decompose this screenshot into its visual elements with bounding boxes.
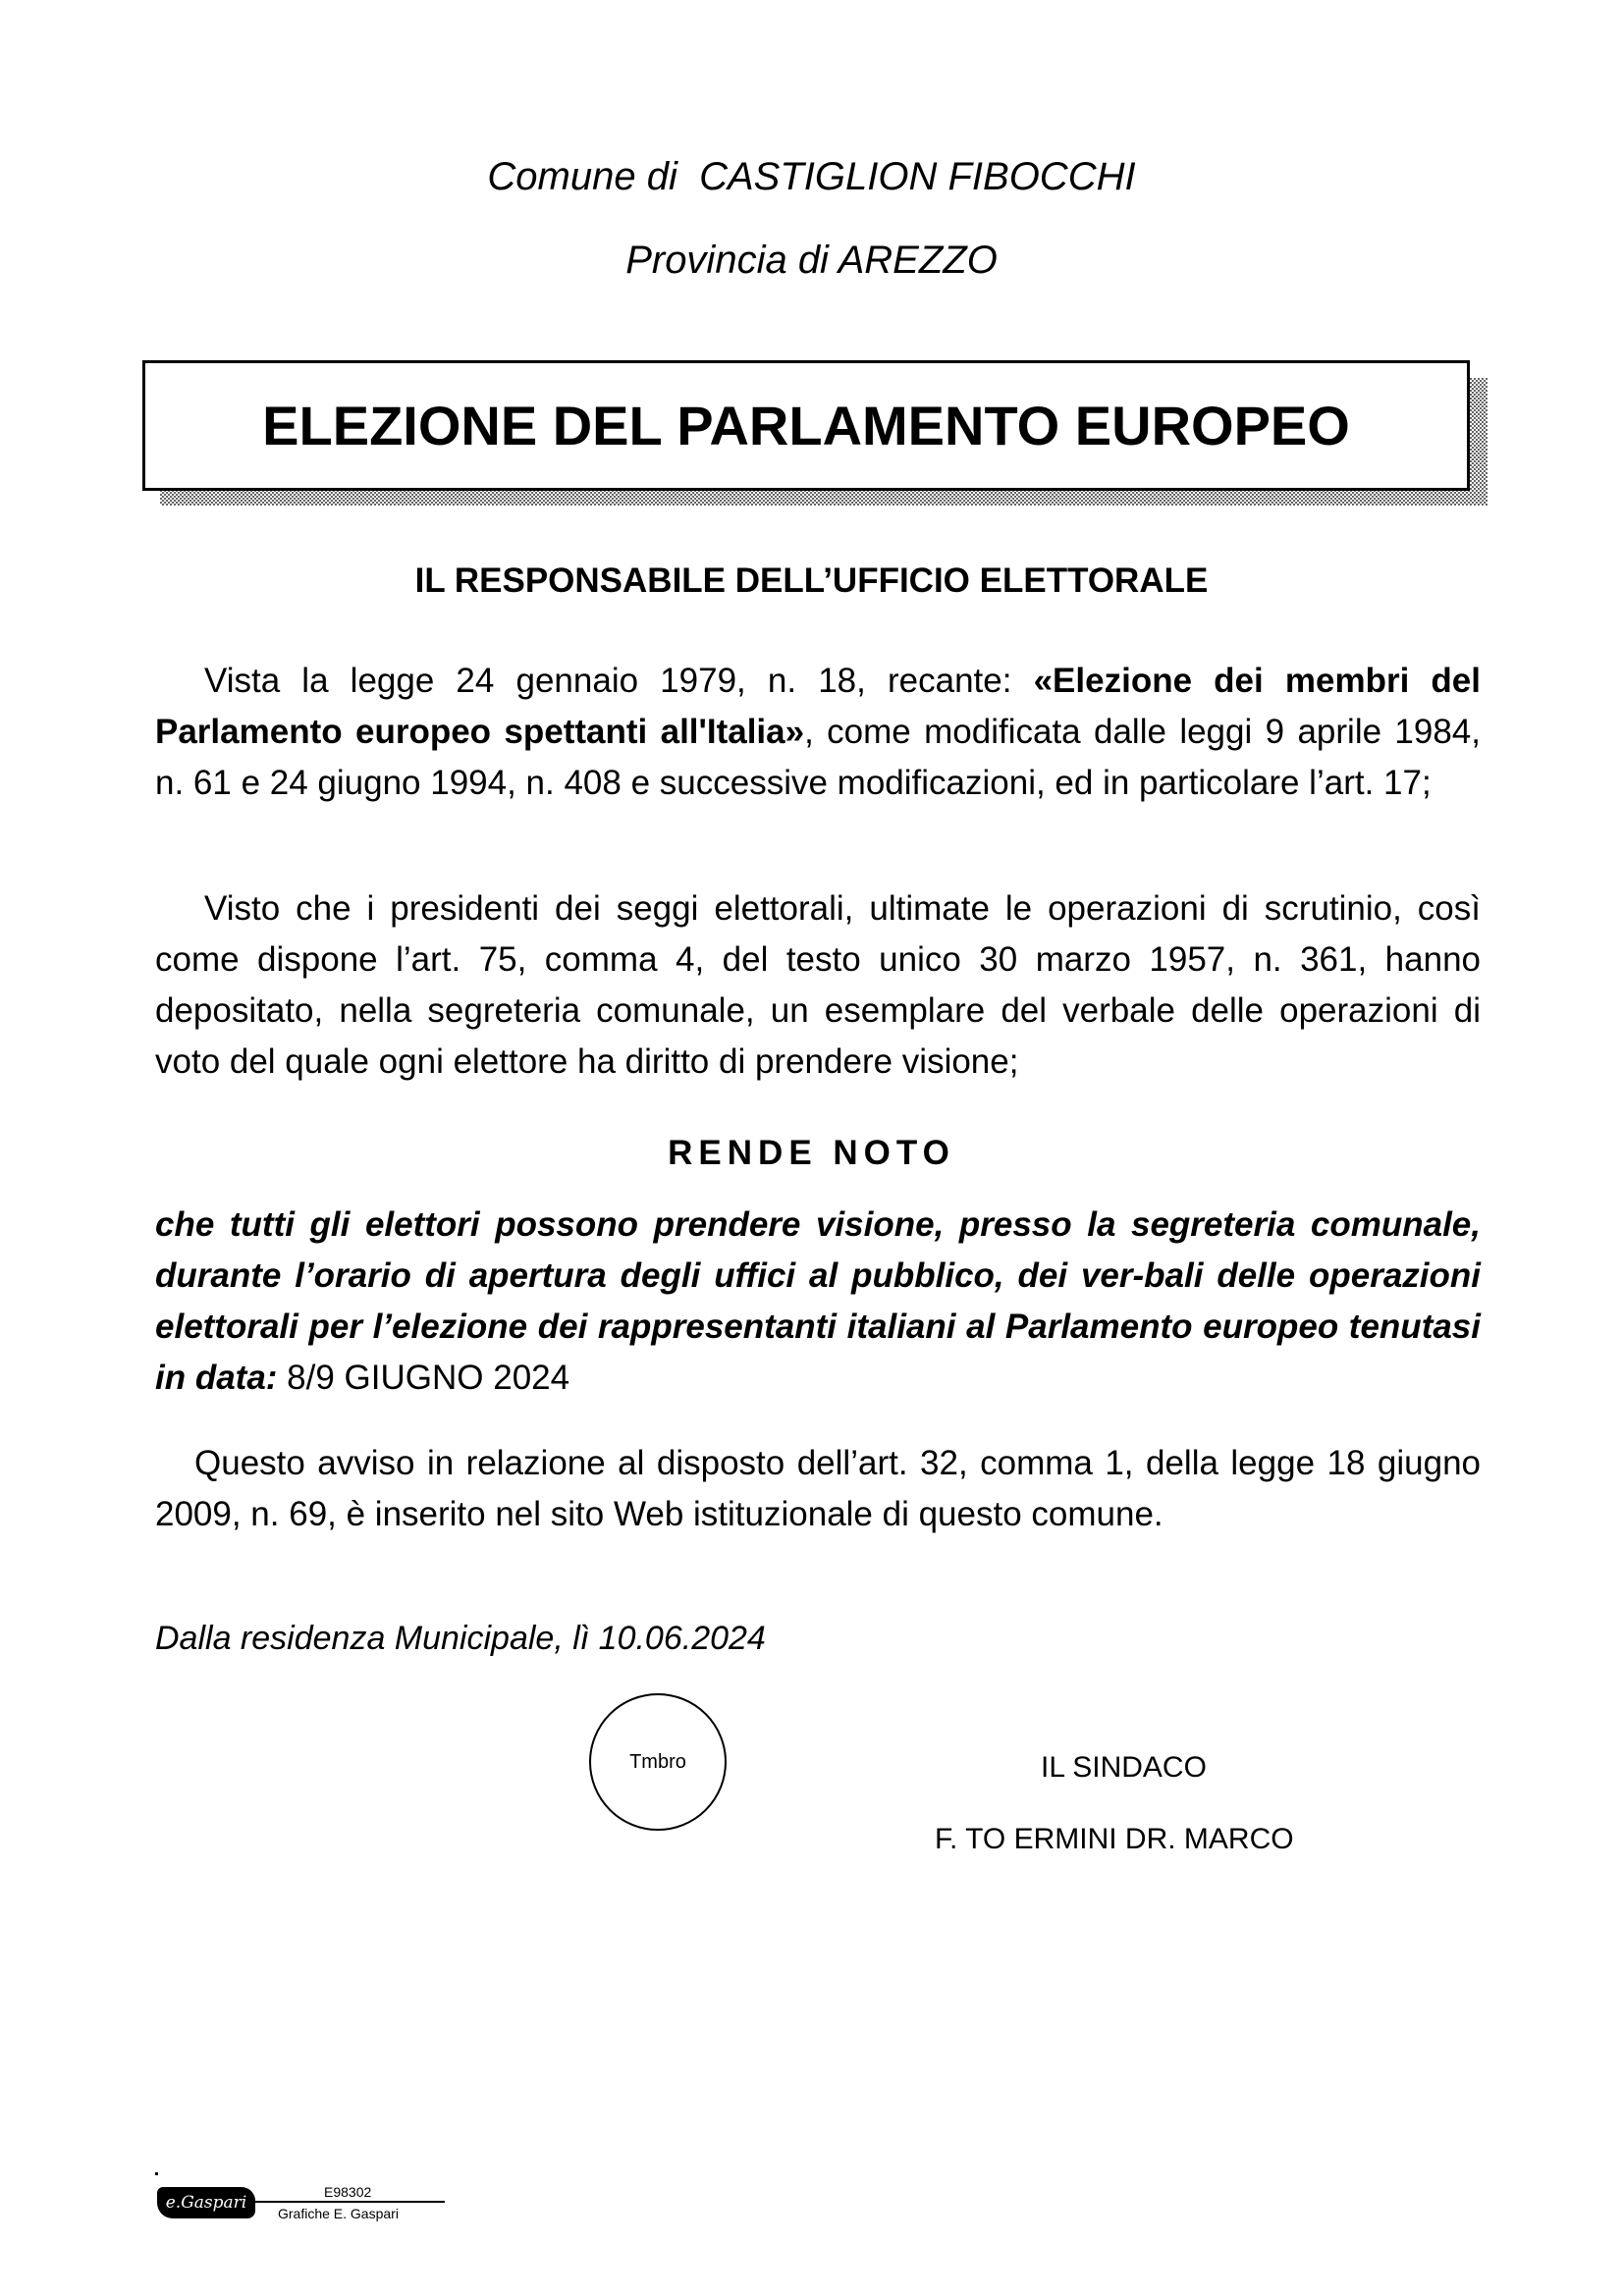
stamp-circle <box>589 1693 727 1831</box>
notice-text: che tutti gli elettori possono prendere visione, presso la segreteria comunale, durante l’orario di apertura degli uffici al pubblico, dei ver-bali delle operazioni elettorali per l’elezione dei rappresentanti italiani al Parlamento europeo tenutasi in data: <box>155 1205 1481 1397</box>
document-title: ELEZIONE DEL PARLAMENTO EUROPEO <box>262 395 1350 456</box>
footer-dot <box>155 2172 158 2175</box>
paragraph-presidenti-text: Visto che i presidenti dei seggi elettorali, ultimate le operazioni di scrutinio, così come dispone l’art. 75, comma 4, del testo unico 30 marzo 1957, n. 361, hanno depositato, nella segreteria comunale, un esemplare del verbale delle operazioni di voto del quale ogni elettore ha diritto di prendere visione; <box>155 889 1481 1081</box>
law-title: «Elezione dei membri del Parlamento europeo spettanti all'Italia» <box>155 662 1481 751</box>
form-code: E98302 <box>324 2184 372 2200</box>
footer-divider <box>253 2201 445 2203</box>
title-box <box>142 360 1470 491</box>
province-name: Provincia di AREZZO <box>625 239 998 282</box>
printer-name: Grafiche E. Gaspari <box>278 2206 399 2221</box>
paragraph-legge-rest: , come modificata dalle leggi 9 aprile 1984, n. 61 e 24 giugno 1994, n. 408 e successive modificazioni, ed in particolare l’art. 17; <box>155 713 1482 802</box>
signatory-role: IL SINDACO <box>1041 1751 1207 1784</box>
paragraph-presidenti <box>155 883 1481 1098</box>
municipality-name: Comune di CASTIGLION FIBOCCHI <box>487 155 1136 198</box>
paragraph-web <box>155 1438 1481 1551</box>
paragraph-legge-intro: Vista la legge 24 gennaio 1979, n. 18, recante: <box>204 662 1034 700</box>
printer-logo <box>157 2187 255 2218</box>
signatory-name: F. TO ERMINI DR. MARCO <box>935 1823 1294 1855</box>
election-date: 8/9 GIUGNO 2024 <box>277 1359 570 1397</box>
paragraph-legge <box>155 656 1481 820</box>
issuer-heading: IL RESPONSABILE DELL’UFFICIO ELETTORALE <box>414 561 1209 600</box>
rende-noto-heading: RENDE NOTO <box>668 1134 955 1172</box>
printer-logo-text: e.Gaspari <box>165 2193 247 2213</box>
stamp-label: Tmbro <box>629 1750 686 1773</box>
paragraph-web-text: Questo avviso in relazione al disposto dell’art. 32, comma 1, della legge 18 giugno 2009, n. 69, è inserito nel sito Web istituzionale di questo comune. <box>155 1444 1481 1533</box>
paragraph-notice <box>155 1200 1481 1415</box>
dateline: Dalla residenza Municipale, lì 10.06.2024 <box>155 1620 766 1657</box>
